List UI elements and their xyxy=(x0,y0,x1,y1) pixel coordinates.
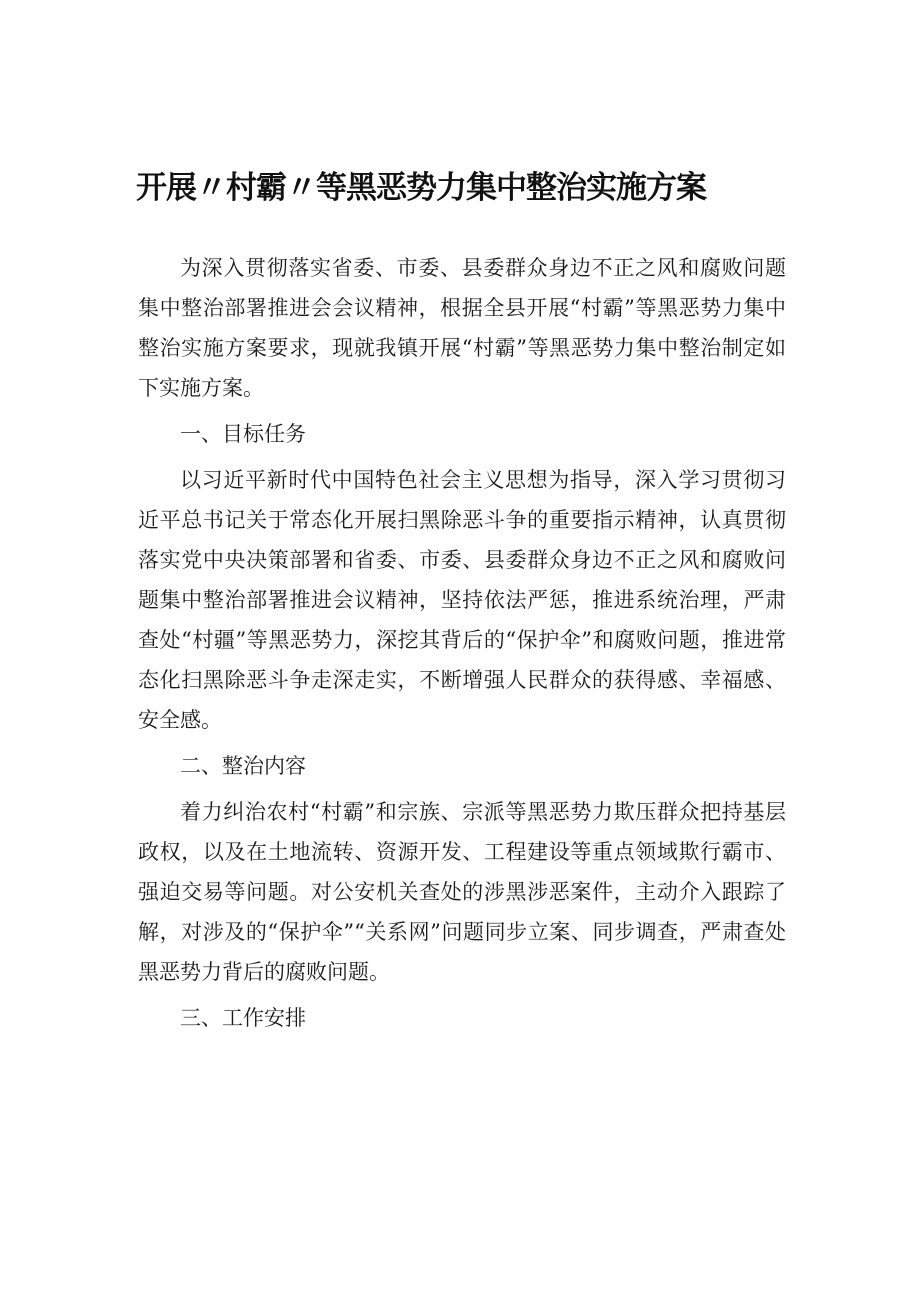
intro-paragraph: 为深入贯彻落实省委、市委、县委群众身边不正之风和腐败问题集中整治部署推进会会议精神，根据全县开展“村霸”等黑恶势力集中整治实施方案要求，现就我镇开展“村霸”等黑恶势力集中整治制定如下实施方案。 xyxy=(138,256,786,400)
document-title: 开展〃村霸〃等黑恶势力集中整治实施方案 xyxy=(136,170,706,206)
document-body xyxy=(138,248,786,1038)
section-heading-goals: 一、目标任务 xyxy=(180,422,306,446)
section-paragraph-goals: 以习近平新时代中国特色社会主义思想为指导，深入学习贯彻习近平总书记关于常态化开展扫黑除恶斗争的重要指示精神，认真贯彻落实党中央决策部署和省委、市委、县委群众身边不正之风和腐败问题集中整治部署推进会议精神，坚持依法严惩，推进系统治理，严肃查处“村疆”等黑恶势力，深挖其背后的“保护伞”和腐败问题，推进常态化扫黑除恶斗争走深走实，不断增强人民群众的获得感、幸福感、安全感。 xyxy=(138,468,786,732)
section-heading-arrangement: 三、工作安排 xyxy=(180,1006,306,1030)
section-heading-content: 二、整治内容 xyxy=(180,754,306,778)
section-paragraph-content: 着力纠治农村“村霸”和宗族、宗派等黑恶势力欺压群众把持基层政权，以及在土地流转、资源开发、工程建设等重点领域欺行霸市、强迫交易等问题。对公安机关查处的涉黑涉恶案件，主动介入跟踪了解，对涉及的“保护伞”“关系网”问题同步立案、同步调查，严肃查处黑恶势力背后的腐败问题。 xyxy=(138,800,786,984)
